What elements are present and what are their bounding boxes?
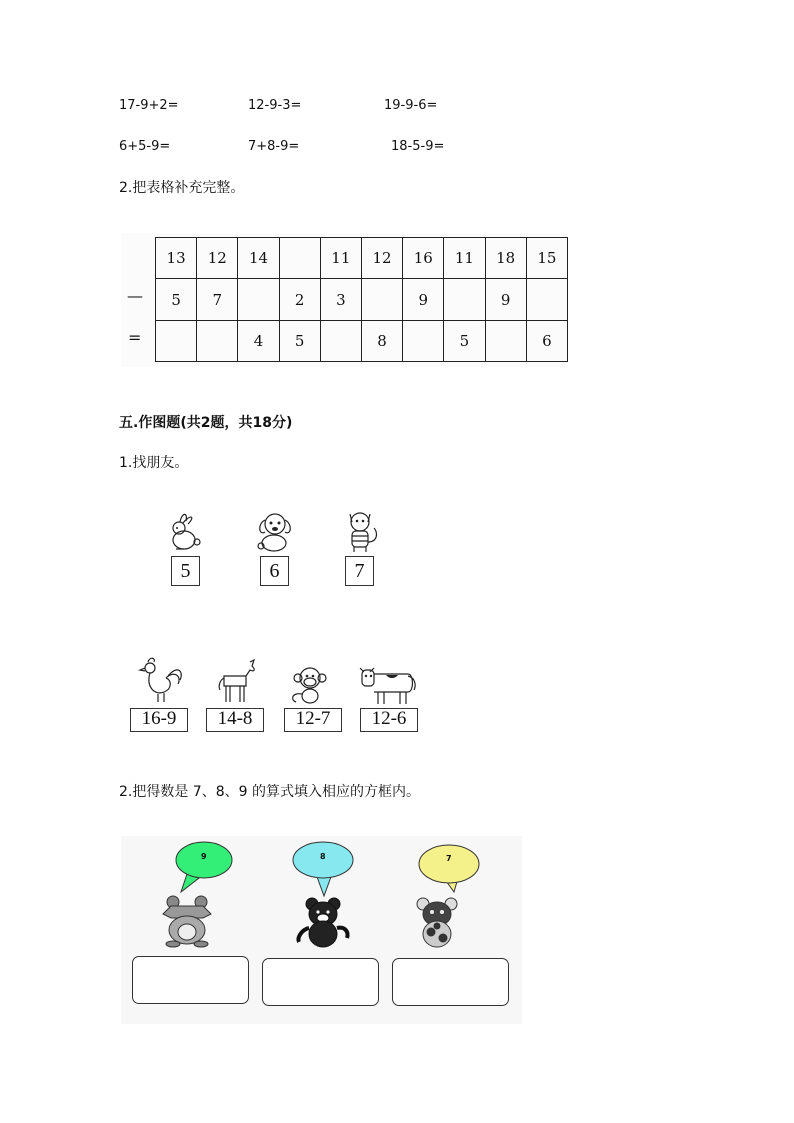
table-cell[interactable] — [238, 279, 279, 320]
number-box-7: 7 — [345, 556, 374, 586]
bubble-body-7 — [419, 845, 479, 883]
question-2-title: 2.把表格补充完整。 — [119, 180, 245, 196]
table-cell: 13 — [156, 238, 197, 279]
monkey-icon — [288, 664, 330, 708]
minus-sign: — — [127, 286, 143, 305]
table-cell[interactable] — [197, 320, 238, 361]
gray-bear-icon — [159, 894, 215, 948]
table-cell: 11 — [444, 238, 485, 279]
table-cell[interactable] — [361, 279, 402, 320]
table-cell: 11 — [320, 238, 361, 279]
question-find-friends-title: 1.找朋友。 — [119, 455, 189, 471]
table-cell[interactable] — [485, 320, 526, 361]
table-cell[interactable] — [279, 238, 320, 279]
question-sort-by-result-title: 2.把得数是 7、8、9 的算式填入相应的方框内。 — [119, 784, 420, 800]
table-cell: 14 — [238, 238, 279, 279]
table-cell: 2 — [279, 279, 320, 320]
horse-icon — [216, 658, 262, 708]
rooster-icon — [136, 656, 186, 706]
table-cell: 5 — [156, 279, 197, 320]
number-box-6: 6 — [260, 556, 289, 586]
equation-2: 12-9-3= — [248, 98, 302, 113]
cow-icon — [356, 662, 418, 708]
bubble-label-7: 7 — [446, 854, 452, 863]
expr-box-16-9: 16-9 — [130, 708, 188, 732]
table-row-minuend — [156, 238, 568, 279]
cat-icon — [338, 508, 382, 554]
black-bear-icon — [293, 896, 353, 950]
equation-1: 17-9+2= — [119, 98, 179, 113]
answer-box-7[interactable] — [392, 958, 509, 1006]
answer-box-9[interactable] — [132, 956, 249, 1004]
bears-panel — [121, 836, 522, 1024]
table-cell: 9 — [403, 279, 444, 320]
rabbit-icon — [166, 512, 206, 552]
table-cell: 4 — [238, 320, 279, 361]
answer-box-8[interactable] — [262, 958, 379, 1006]
table-cell: 5 — [279, 320, 320, 361]
equals-sign: = — [128, 328, 142, 347]
section-5-title: 五.作图题(共2题，共18分) — [119, 415, 293, 431]
equation-4: 6+5-9= — [119, 139, 171, 154]
expr-box-12-6: 12-6 — [360, 708, 418, 732]
number-box-5: 5 — [171, 556, 200, 586]
table-cell[interactable] — [320, 320, 361, 361]
expr-box-14-8: 14-8 — [206, 708, 264, 732]
table-cell: 16 — [403, 238, 444, 279]
bubble-label-8: 8 — [320, 852, 326, 861]
puppy-icon — [253, 510, 297, 554]
table-cell[interactable] — [444, 279, 485, 320]
equation-5: 7+8-9= — [248, 139, 300, 154]
table-cell: 3 — [320, 279, 361, 320]
speech-bubble-9 — [173, 840, 235, 894]
table-cell: 6 — [526, 320, 567, 361]
equation-6: 18-5-9= — [391, 139, 445, 154]
table-cell: 18 — [485, 238, 526, 279]
fill-table — [155, 237, 568, 362]
expr-box-12-7: 12-7 — [284, 708, 342, 732]
speech-bubble-7 — [416, 842, 482, 894]
table-cell: 5 — [444, 320, 485, 361]
table-cell[interactable] — [156, 320, 197, 361]
table-cell: 12 — [197, 238, 238, 279]
speech-bubble-8 — [290, 840, 356, 898]
table-cell: 12 — [361, 238, 402, 279]
equation-3: 19-9-6= — [384, 98, 438, 113]
table-cell: 8 — [361, 320, 402, 361]
spotted-bear-icon — [411, 896, 463, 950]
bubble-label-9: 9 — [201, 852, 207, 861]
table-row-result — [156, 320, 568, 361]
table-cell: 9 — [485, 279, 526, 320]
table-cell: 15 — [526, 238, 567, 279]
table-cell: 7 — [197, 279, 238, 320]
table-cell[interactable] — [403, 320, 444, 361]
fill-table-area — [121, 233, 568, 367]
table-row-subtrahend — [156, 279, 568, 320]
table-cell[interactable] — [526, 279, 567, 320]
